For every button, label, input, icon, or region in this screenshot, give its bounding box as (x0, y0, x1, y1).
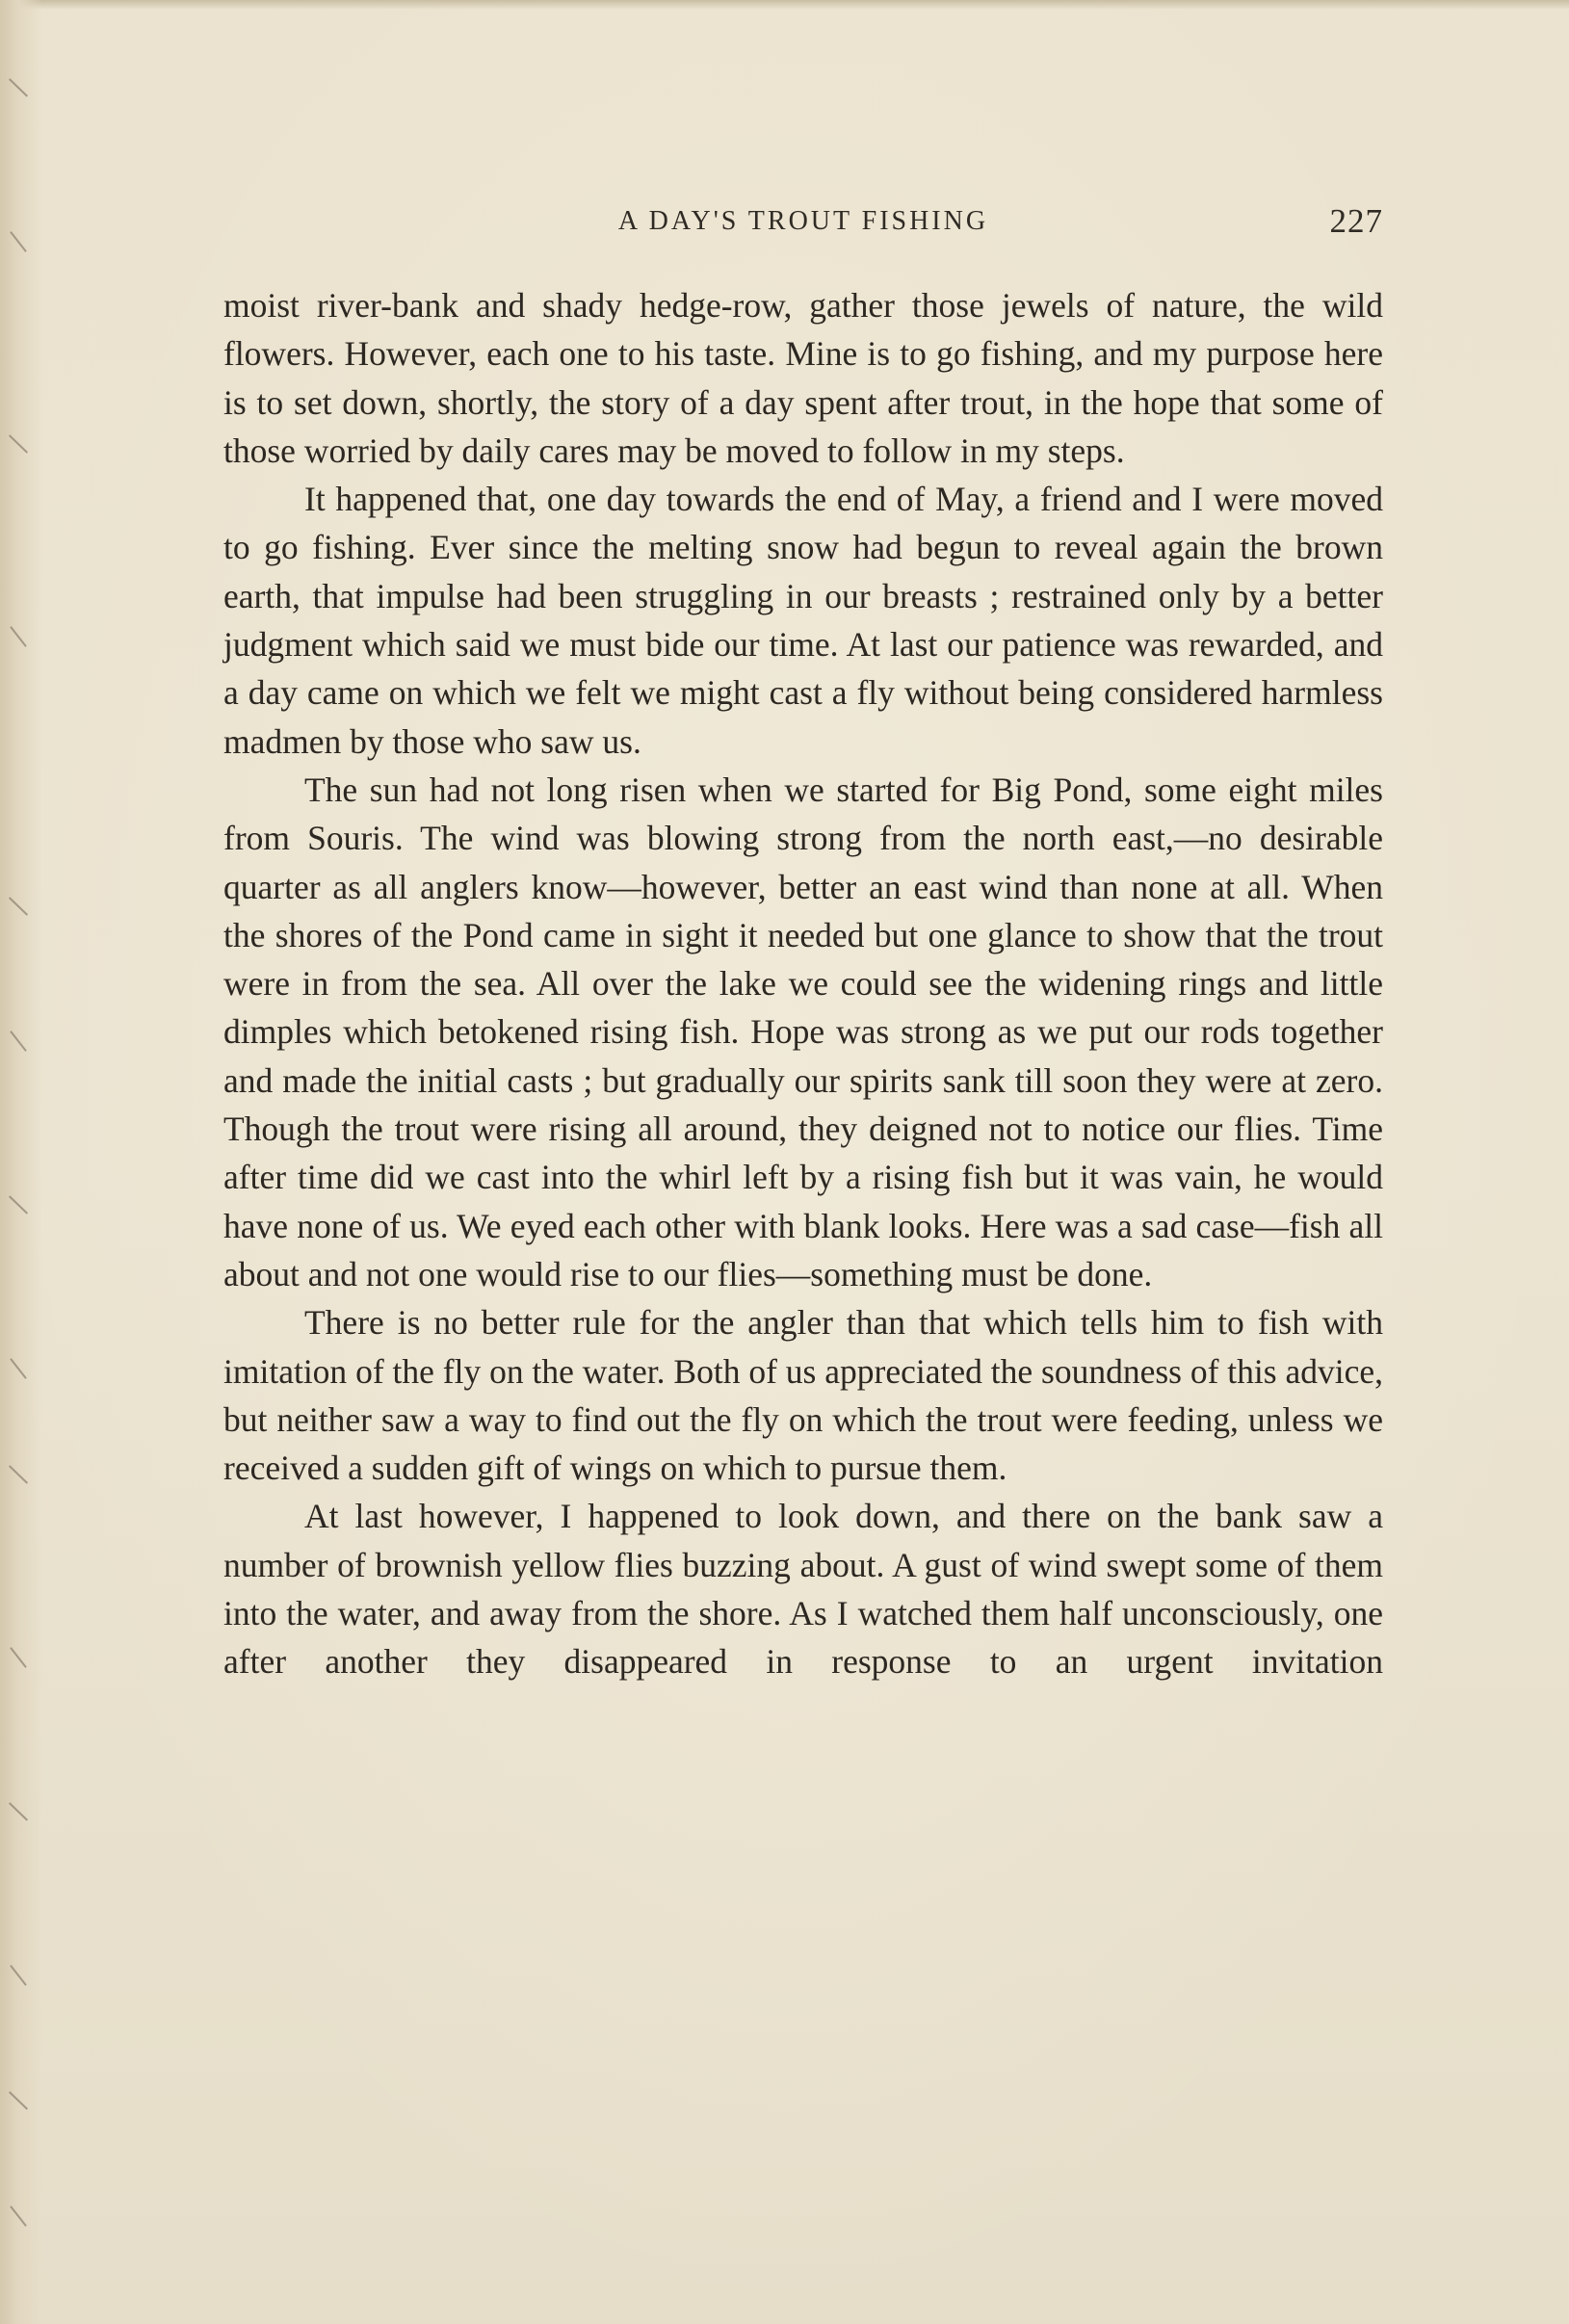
paragraph-5: At last however, I happened to look down, and there on the bank saw a number of brownish yellow flies buzzing about. A gust of wind swept some of them into the water, and away from the shore. As I watched them half unconsciously, one after another they disappeared in response to an urgent invitation (223, 1497, 1383, 1682)
paragraph-1: moist river-bank and shady hedge-row, gather those jewels of nature, the wild flowers. However, each one to his taste. Mine is to go fishing, and my purpose here is to set down, shortly, the story of a day spent after trout, in the hope that some of those worried by daily cares may be moved to follow in my steps. (223, 286, 1383, 470)
paragraph-4: There is no better rule for the angler than that which tells him to fish with imitation of the fly on the water. Both of us appreciated the soundness of this advice, but neither saw a way to find out the fly on which the trout were feeding, unless we received a sudden gift of wings on which to pursue them. (223, 1303, 1383, 1488)
body-text (223, 281, 1383, 1686)
binding-edge (0, 0, 42, 2324)
page-header (223, 198, 1383, 248)
paragraph-2: It happened that, one day towards the end of May, a friend and I were moved to go fishing. Ever since the melting snow had begun to reveal again the brown earth, that impulse had been struggling in our breasts ; restrained only by a better judgment which said we must bide our time. At last our patience was rewarded, and a day came on which we felt we might cast a fly without being considered harmless madmen by those who saw us. (223, 480, 1383, 761)
page-number: 227 (1329, 202, 1383, 240)
running-title: A DAY'S TROUT FISHING (617, 206, 989, 236)
paragraph-3: The sun had not long risen when we started for Big Pond, some eight miles from Souris. The wind was blowing strong from the north east,—no desirable quarter as all anglers know—however, better an east wind than none at all. When the shores of the Pond came in sight it needed but one glance to show that the trout were in from the sea. All over the lake we could see the widening rings and little dimples which betokened rising fish. Hope was strong as we put our rods together and made the initial casts ; but gradually our spirits sank till soon they were at zero. Though the trout were rising all around, they deigned not to notice our flies. Time after time did we cast into the whirl left by a rising fish but it was vain, he would have none of us. We eyed each other with blank looks. Here was a sad case—fish all about and not one would rise to our flies—something must be done. (223, 770, 1383, 1293)
page-top-edge (0, 0, 1569, 10)
